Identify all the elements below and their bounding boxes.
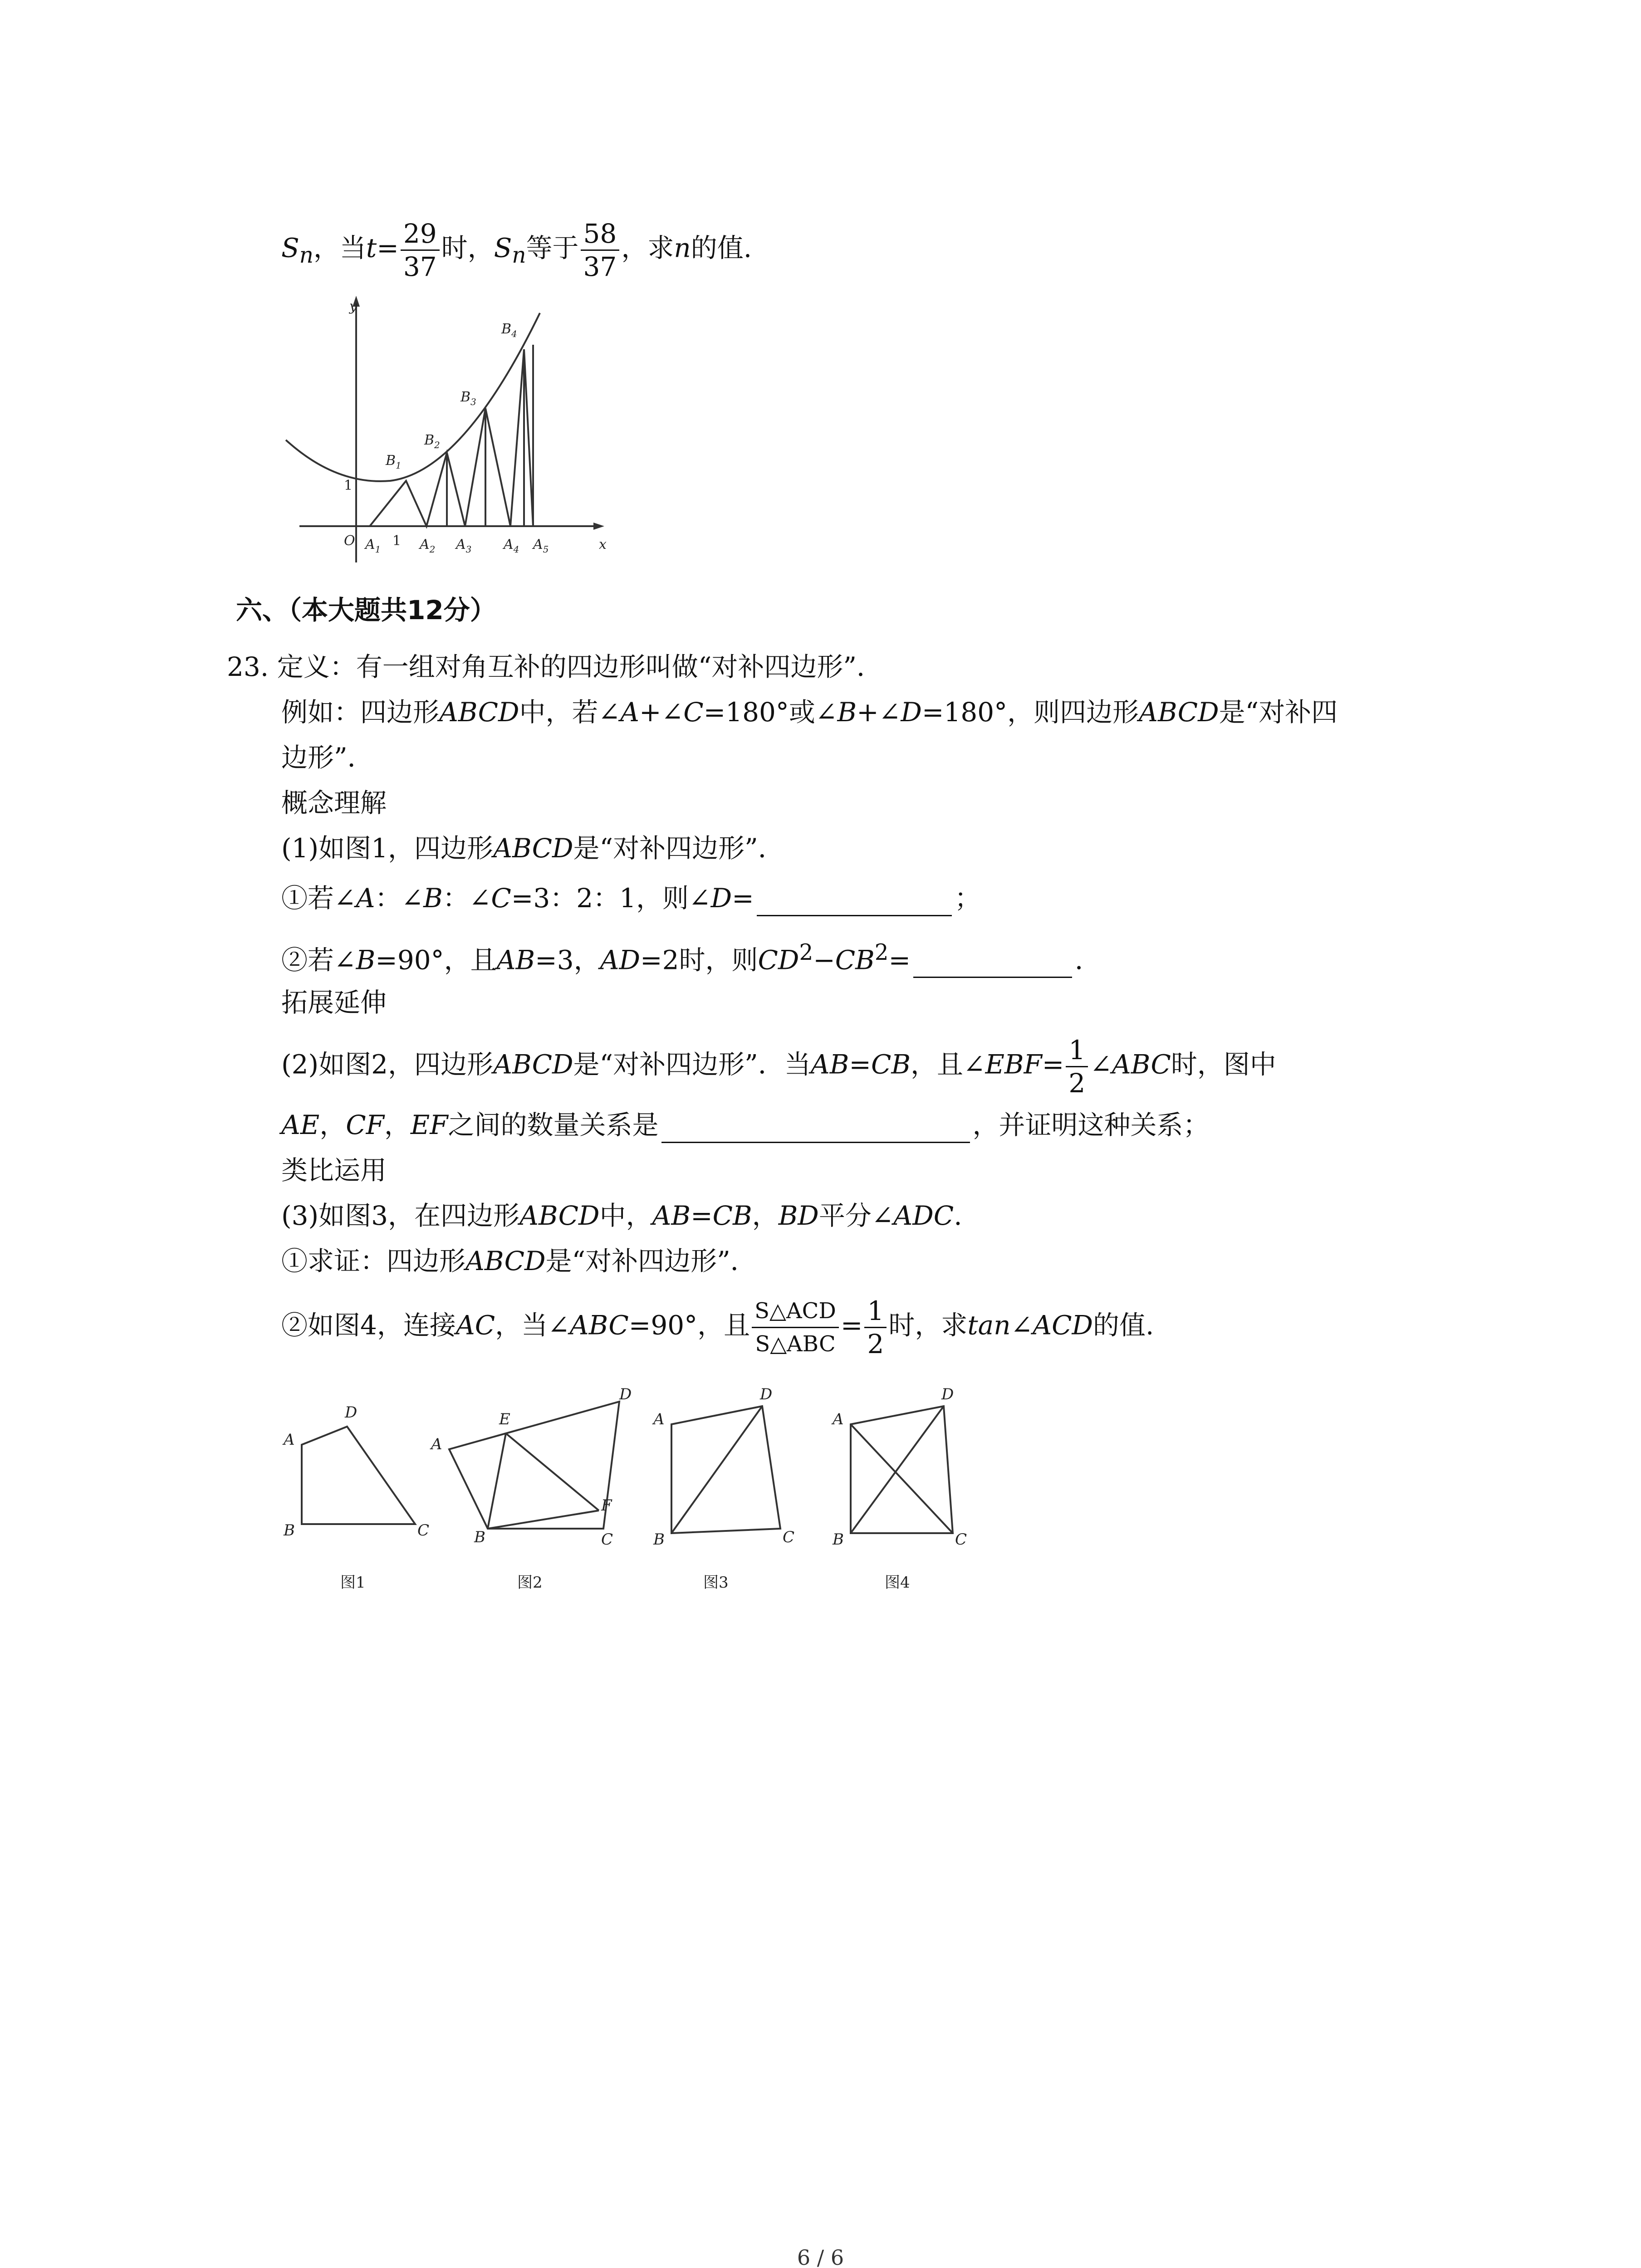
fraction-58-37: $\frac{58}{37}$ <box>581 218 620 283</box>
fraction-area-ratio: $\frac{\text{S△ACD}}{\text{S△ABC}}$ <box>752 1295 839 1360</box>
svg-text:A: A <box>284 1431 295 1449</box>
svg-text:C: C <box>601 1530 613 1549</box>
fraction-one-half: $\frac{1}{2}$ <box>1066 1034 1088 1099</box>
question-number: 23. <box>227 651 269 682</box>
svg-text:O: O <box>344 533 355 549</box>
svg-text:A2: $A_2$ <box>420 537 436 555</box>
answer-blank-2[interactable] <box>661 1114 970 1143</box>
svg-text:A: A <box>653 1410 665 1428</box>
svg-text:B2: $B_2$ <box>424 432 440 450</box>
svg-text:D: D <box>345 1403 358 1422</box>
part3-i: ①求证：四边形ABCD是“对补四边形”． <box>281 1246 757 1276</box>
fraction-29-37: $\frac{29}{37}$ <box>401 218 440 283</box>
q23-example: 例如：四边形ABCD中，若∠A+∠C=180°或∠B+∠D=180°，则四边形ABCD是“对补四 <box>281 697 1338 728</box>
svg-text:D: D <box>941 1385 954 1403</box>
fig1-caption: 图1 <box>340 1574 366 1592</box>
svg-text:A3: $A_3$ <box>456 537 472 555</box>
svg-text:x: x <box>599 537 607 552</box>
parabola-curve <box>286 313 540 481</box>
svg-text:C: C <box>417 1521 430 1540</box>
figure-1 <box>272 1388 445 1597</box>
svg-text:B4: $B_4$ <box>501 321 517 339</box>
figure-2 <box>426 1379 640 1597</box>
page-number: 6 / 6 <box>797 2245 844 2268</box>
svg-text:C: C <box>955 1530 967 1549</box>
fig4-caption: 图4 <box>885 1574 910 1592</box>
svg-text:C: C <box>783 1528 795 1546</box>
svg-text:B: B <box>284 1521 295 1540</box>
heading-concept: 概念理解 <box>281 787 387 818</box>
svg-text:D: D <box>619 1385 632 1403</box>
zigzag-triangles <box>370 349 533 526</box>
svg-text:A: A <box>431 1435 442 1453</box>
svg-text:A: A <box>833 1410 844 1428</box>
answer-blank-1i[interactable] <box>757 888 952 916</box>
fig2-caption: 图2 <box>517 1574 543 1592</box>
svg-text:B: B <box>474 1528 485 1546</box>
part1-i: ①若∠A：∠B：∠C=3：2：1，则∠D= ； <box>281 880 981 916</box>
figure-3 <box>644 1379 817 1597</box>
svg-text:B: B <box>833 1530 844 1549</box>
part1-ii: ②若∠B=90°，且AB=3，AD=2时，则$CD^2-CB^2=$ ． <box>281 934 1101 978</box>
q23-example-cont: 边形”． <box>281 742 374 773</box>
svg-text:A5: $A_5$ <box>533 537 549 555</box>
s-symbol: S <box>281 232 299 264</box>
section-heading: 六、（本大题共12分） <box>236 595 496 626</box>
fig3-caption: 图3 <box>703 1574 729 1592</box>
fraction-one-half-b: $\frac{1}{2}$ <box>864 1295 887 1360</box>
svg-text:B: B <box>653 1530 665 1549</box>
svg-text:A1: $A_1$ <box>365 537 381 555</box>
svg-text:D: D <box>760 1385 773 1403</box>
svg-text:B3: $B_3$ <box>460 389 476 407</box>
svg-text:1: 1 <box>392 533 402 549</box>
svg-text:F: F <box>601 1496 612 1515</box>
top-line: $S_n$，当t= $\frac{29}{37}$ 时，$S_n$等于 $\frac{58}{37}$ ，求n的值. <box>281 218 752 282</box>
part2-line2: AE，CF，EF之间的数量关系是 ，并证明这种关系； <box>281 1107 1210 1143</box>
part3-ii: ②如图4，连接AC，当∠ABC=90°，且 $\frac{\text{S△ACD}}{\text{S△ABC}}$ = $\frac{1}{2}$ 时，求tan∠ACD的值. <box>281 1295 1154 1359</box>
svg-text:y: y <box>349 298 357 314</box>
svg-text:1: 1 <box>344 478 353 494</box>
svg-text:A4: $A_4$ <box>504 537 519 555</box>
svg-text:B1: $B_1$ <box>386 453 402 471</box>
heading-extension: 拓展延伸 <box>281 987 387 1018</box>
answer-blank-1ii[interactable] <box>913 949 1072 978</box>
figure-4 <box>817 1379 998 1597</box>
part1-intro: (1)如图1，四边形ABCD是“对补四边形”． <box>281 833 784 864</box>
part3-intro: (3)如图3，在四边形ABCD中，AB=CB，BD平分∠ADC. <box>281 1200 962 1231</box>
part2-line1: (2)如图2，四边形ABCD是“对补四边形”．当AB=CB，且∠EBF= $\frac{1}{2}$ ∠ABC时，图中 <box>281 1035 1276 1099</box>
heading-analogy: 类比运用 <box>281 1155 387 1186</box>
svg-text:E: E <box>499 1410 510 1428</box>
q23-definition: 23. 定义：有一组对角互补的四边形叫做“对补四边形”． <box>227 651 883 682</box>
x-axis-arrow <box>593 523 604 530</box>
curve-triangles-graph <box>272 290 617 572</box>
